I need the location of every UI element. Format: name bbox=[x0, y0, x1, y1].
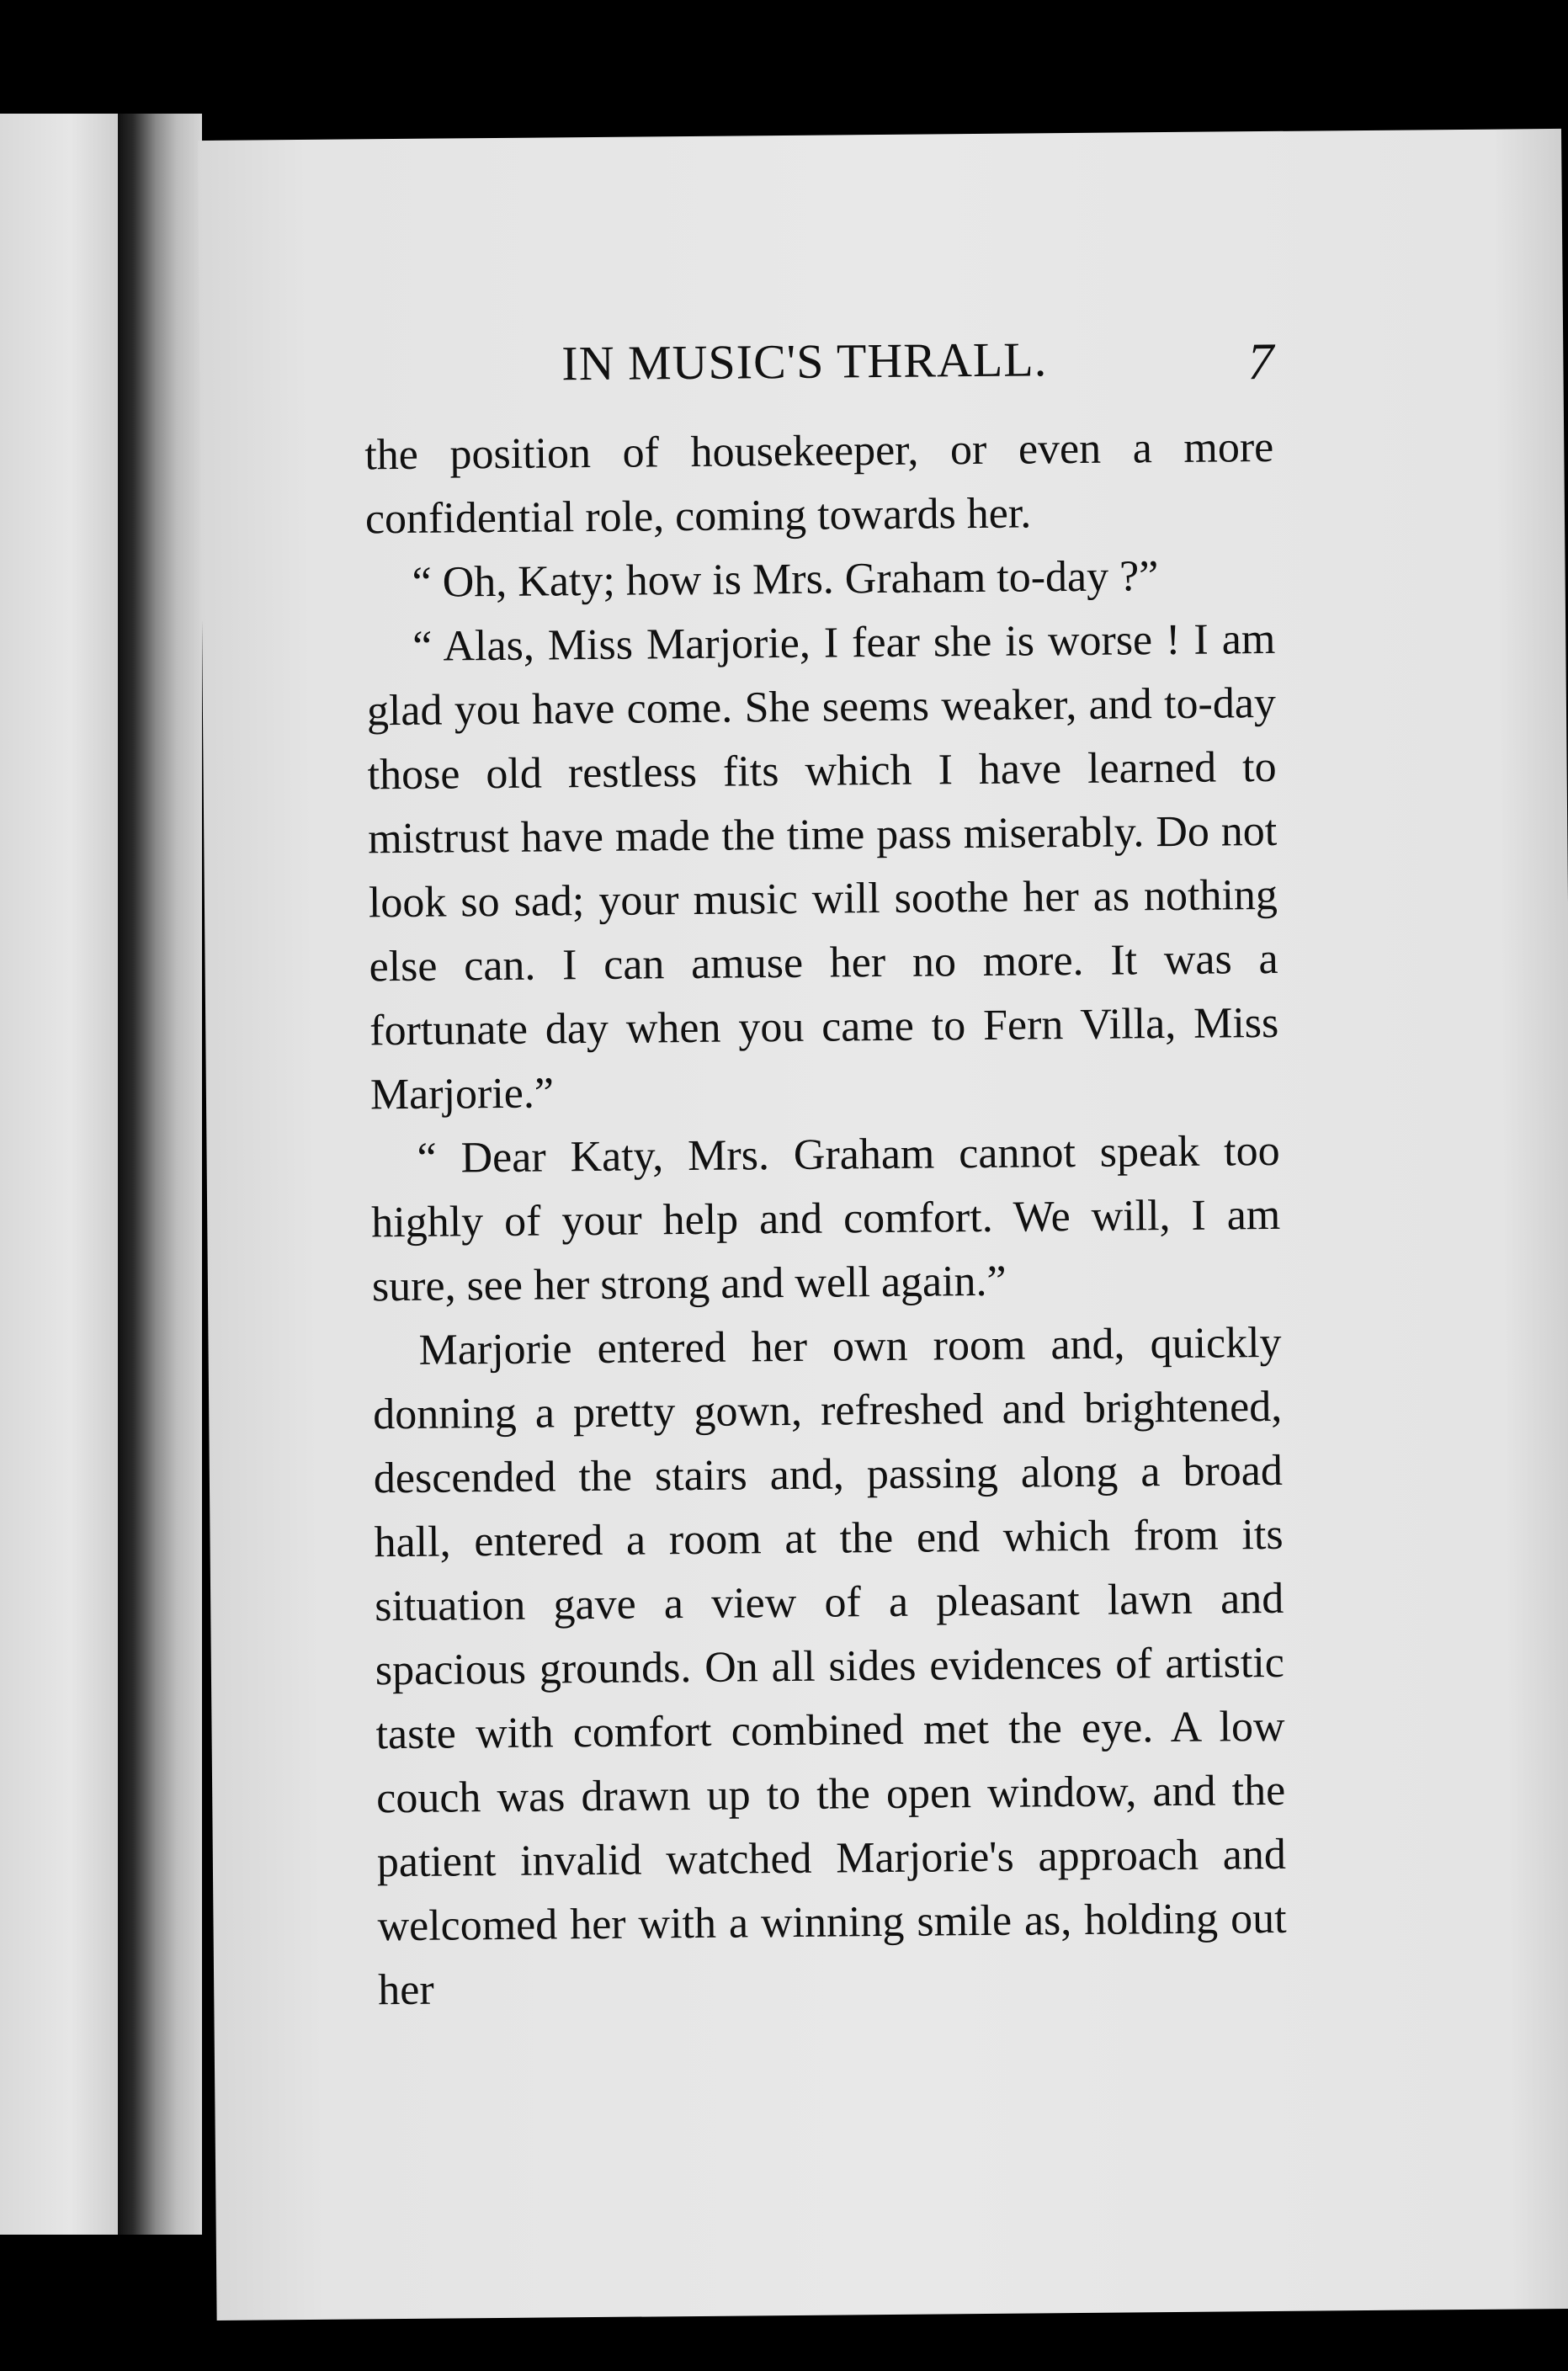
paragraph: Marjorie entered her own room and, quickly donning a pretty gown, refreshed and brightened, descended the stairs and, passing along a broad hall, entered a room at the end which from its situation gave a view of a pleasant lawn and spacious grounds. On all sides evidences of artistic taste with comfort combined met the eye. A low couch was drawn up to the open window, and the patient invalid watched Marjorie's approach and welcomed her with a winning smile as, holding out her bbox=[372, 1318, 1287, 2015]
page-number: 7 bbox=[1247, 332, 1274, 391]
left-page-edge bbox=[0, 114, 118, 2235]
paragraph: “ Oh, Katy; how is Mrs. Graham to-day ?” bbox=[412, 552, 1159, 607]
body-text bbox=[364, 416, 1288, 2023]
running-head: IN MUSIC'S THRALL. bbox=[561, 332, 1048, 391]
paragraph: “ Dear Katy, Mrs. Graham cannot speak too highly of your help and comfort. We will, I am sure, see her strong and well again.” bbox=[371, 1126, 1281, 1311]
book-spine-shadow bbox=[118, 114, 202, 2235]
paragraph: the position of housekeeper, or even a more confidential role, coming towards her. bbox=[364, 423, 1274, 544]
paragraph: “ Alas, Miss Marjorie, I fear she is worse ! I am glad you have come. She seems weaker, and to-day those old restless fits which I have learned to mistrust have made the time pass miserably. Do not look so sad; your music will soothe her as nothing else can. I can amuse her no more. It was a fortunate day when you came to Fern Villa, Miss Marjorie.” bbox=[366, 614, 1279, 1119]
book-page bbox=[198, 129, 1568, 2320]
page-header bbox=[199, 327, 1564, 406]
